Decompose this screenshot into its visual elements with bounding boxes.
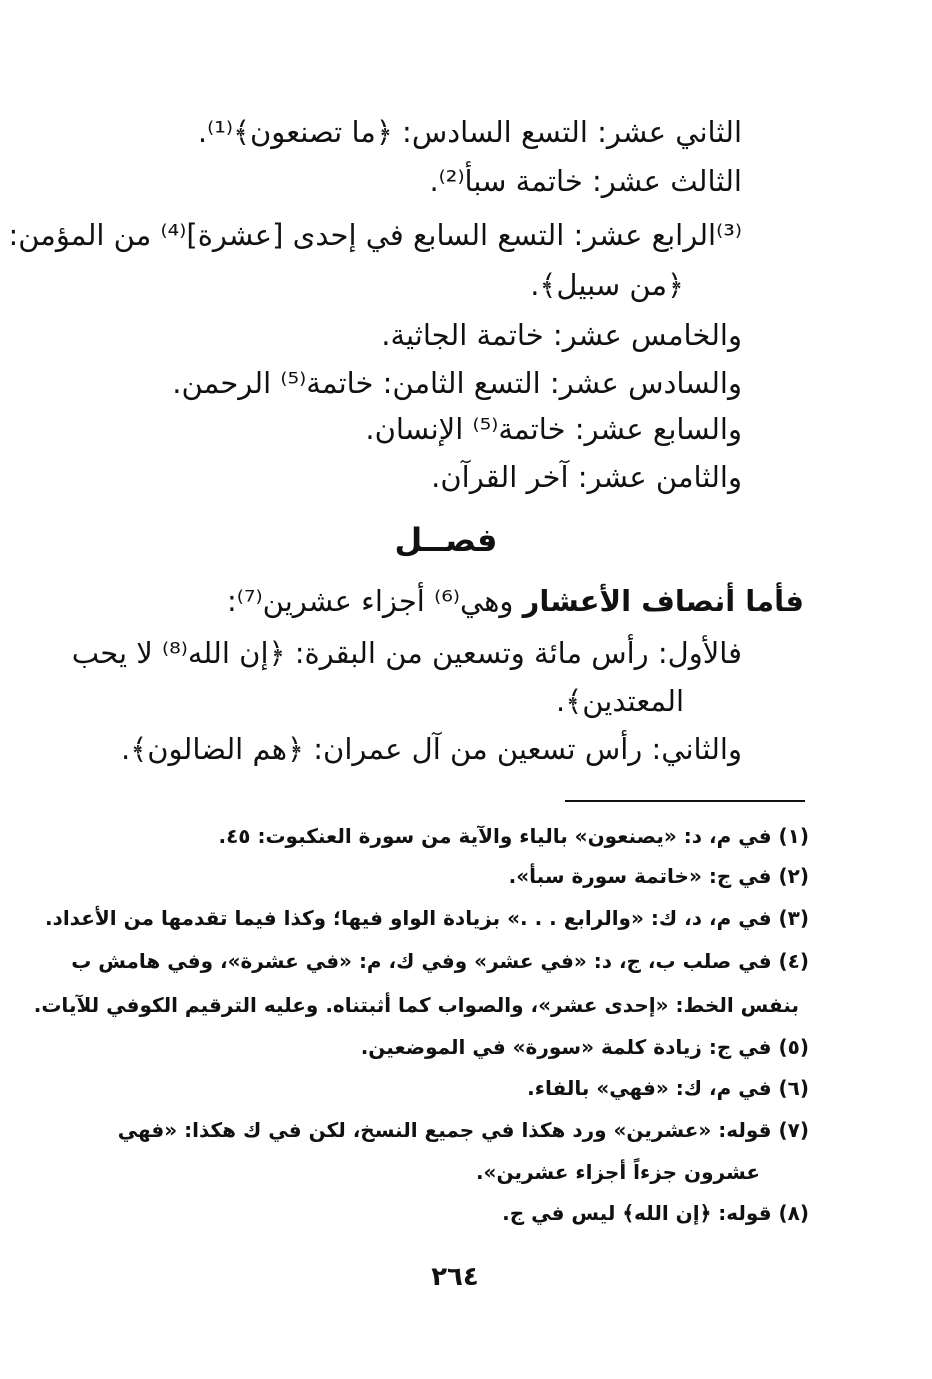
text-line-sixteenth: والسادس عشر: التسع الثامن: خاتمة⁽⁵⁾ الرحمن. bbox=[172, 366, 742, 400]
footnote-6: (٦) في م، ك: «فهي» بالفاء. bbox=[527, 1076, 809, 1100]
text-line-eighteenth: والثامن عشر: آخر القرآن. bbox=[431, 460, 742, 494]
section-lead-rest: وهي⁽⁶⁾ أجزاء عشرين⁽⁷⁾: bbox=[226, 584, 523, 618]
footnote-7-continued: عشرون جزءاً أجزاء عشرين». bbox=[475, 1160, 760, 1184]
section-lead-line bbox=[227, 584, 804, 618]
text-line-twelfth: الثاني عشر: التسع السادس: ﴿ما تصنعون﴾⁽¹⁾. bbox=[197, 115, 742, 149]
footnote-4: (٤) في صلب ب، ج، د: «في عشر» وفي ك، م: «في عشرة»، وفي هامش ب bbox=[71, 949, 809, 973]
text-line-seventeenth: والسابع عشر: خاتمة⁽⁵⁾ الإنسان. bbox=[365, 412, 742, 446]
section-heading: فصــل bbox=[394, 521, 498, 559]
footnote-4-continued: بنفس الخط: «إحدى عشر»، والصواب كما أثبتناه. وعليه الترقيم الكوفي للآيات. bbox=[33, 993, 799, 1017]
footnote-3: (٣) في م، د، ك: «والرابع . . .» بزيادة الواو فيها؛ وكذا فيما تقدمها من الأعداد. bbox=[44, 906, 809, 930]
section-line-first: فالأول: رأس مائة وتسعين من البقرة: ﴿إن الله⁽⁸⁾ لا يحب bbox=[71, 636, 742, 670]
footnote-8: (٨) قوله: ﴿إن الله﴾ ليس في ج. bbox=[502, 1201, 809, 1225]
footnote-5: (٥) في ج: زيادة كلمة «سورة» في الموضعين. bbox=[360, 1035, 809, 1059]
section-line-first-continued: المعتدين﴾. bbox=[556, 684, 684, 718]
footnote-1: (١) في م، د: «يصنعون» بالياء والآية من سورة العنكبوت: ٤٥. bbox=[218, 824, 809, 848]
page-number: ٢٦٤ bbox=[431, 1262, 479, 1292]
text-line-fourteenth: ⁽³⁾الرابع عشر: التسع السابع في إحدى [عشرة]⁽⁴⁾ من المؤمن: bbox=[8, 218, 742, 252]
section-line-second: والثاني: رأس تسعين من آل عمران: ﴿هم الضالون﴾. bbox=[121, 732, 742, 766]
section-lead-bold: فأما أنصاف الأعشار bbox=[522, 584, 804, 618]
text-line-fifteenth: والخامس عشر: خاتمة الجاثية. bbox=[381, 318, 742, 352]
text-line-fourteenth-continued: ﴿من سبيل﴾. bbox=[530, 268, 684, 302]
text-line-thirteenth: الثالث عشر: خاتمة سبأ⁽²⁾. bbox=[429, 164, 742, 198]
footnote-separator bbox=[565, 800, 805, 802]
footnote-7: (٧) قوله: «عشرين» ورد هكذا في جميع النسخ، لكن في ك هكذا: «فهي bbox=[117, 1118, 809, 1142]
footnote-2: (٢) في ج: «خاتمة سورة سبأ». bbox=[508, 864, 809, 888]
